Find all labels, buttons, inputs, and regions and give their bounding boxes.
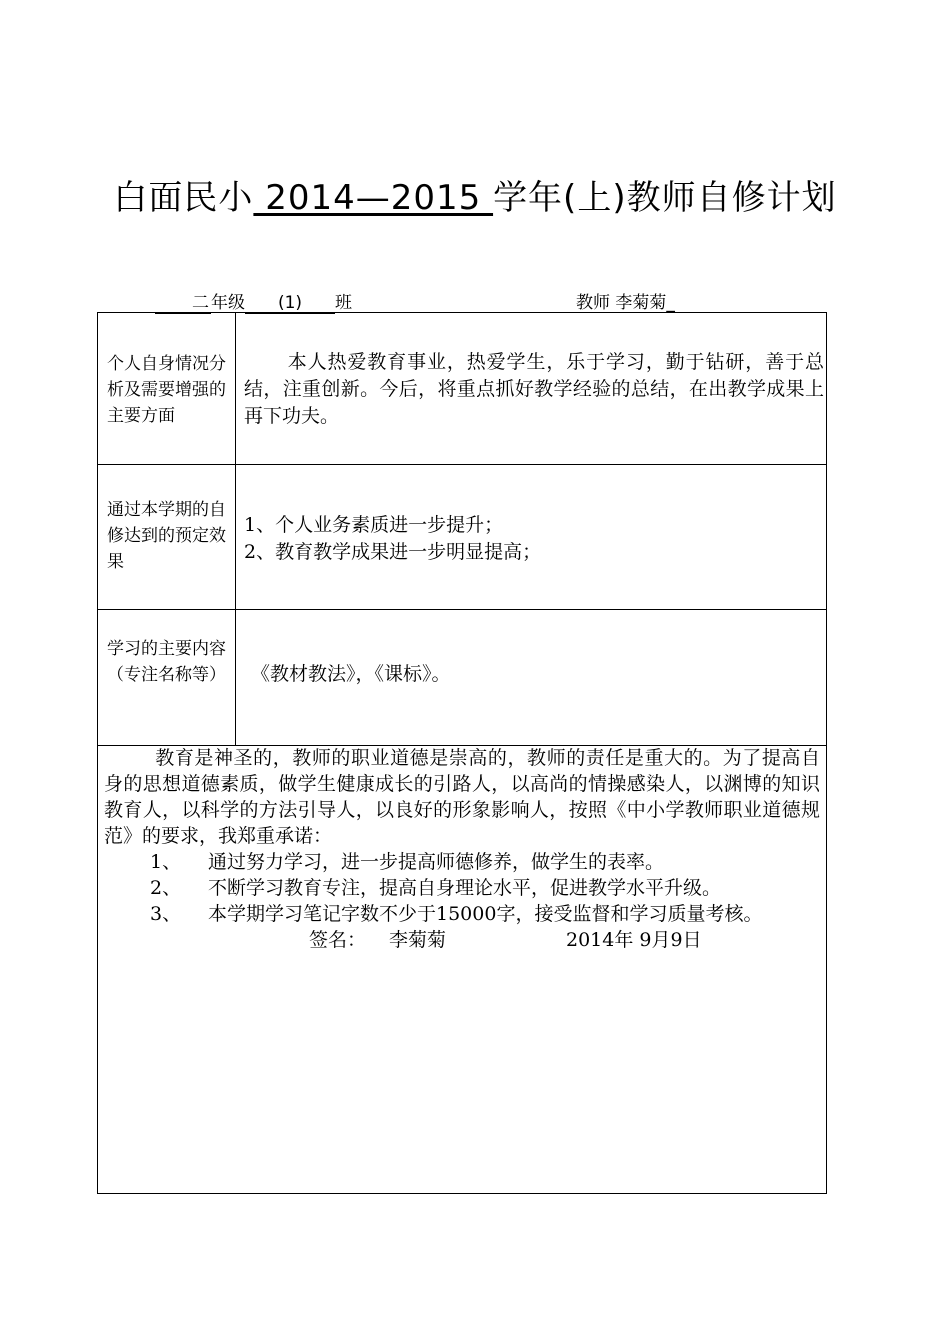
pledge-item-text: 不断学习教育专注，提高自身理论水平，促进教学水平升级。 — [208, 877, 722, 899]
title-years: 2014—2015 — [253, 178, 494, 218]
title-school: 白面民小 — [113, 178, 254, 218]
row-label-study-content: 学习的主要内容（专注名称等） — [107, 639, 226, 685]
row-content-cell — [236, 465, 826, 609]
signature-date: 2014年 9月9日 — [566, 929, 702, 951]
pledge-item — [104, 901, 820, 927]
title-suffix: 学年(上)教师自修计划 — [493, 178, 837, 218]
row-label-cell — [98, 465, 236, 609]
class-number: (1) — [245, 293, 335, 314]
row-label-self-analysis: 个人自身情况分析及需要增强的主要方面 — [107, 354, 226, 426]
row-label-expected-effect: 通过本学期的自修达到的预定效果 — [107, 500, 226, 572]
row-label-cell — [98, 610, 236, 745]
grade-label: 年级 — [211, 293, 245, 313]
pledge-section — [104, 745, 820, 953]
pledge-item-number: 1、 — [150, 851, 182, 873]
document-title — [0, 170, 950, 219]
pledge-item-number: 3、 — [150, 903, 182, 925]
pledge-item-number: 2、 — [150, 877, 182, 899]
expected-effect-item: 2、教育教学成果进一步明显提高； — [244, 541, 542, 563]
row-content-cell — [236, 313, 826, 464]
table-row-self-analysis — [98, 313, 826, 465]
self-analysis-text: 本人热爱教育事业，热爱学生，乐于学习，勤于钻研，善于总结，注重创新。今后，将重点抓好教学经验的总结，在出教学成果上再下功夫。 — [244, 351, 824, 427]
table-row-study-content — [98, 610, 826, 746]
row-label-cell — [98, 313, 236, 464]
table-row-expected-effect — [98, 465, 826, 610]
signature-label: 签名： — [309, 929, 367, 951]
pledge-item-text: 本学期学习笔记字数不少于15000字，接受监督和学习质量考核。 — [208, 903, 763, 925]
signature-line — [104, 927, 820, 953]
signature-name: 李菊菊 — [389, 929, 447, 951]
row-content-cell — [236, 610, 826, 745]
class-label: 班 — [335, 293, 352, 313]
pledge-item-text: 通过努力学习，进一步提高师德修养，做学生的表率。 — [208, 851, 665, 873]
grade-value: 二 — [155, 293, 211, 314]
teacher-info: 教师 李菊菊_ — [576, 293, 675, 313]
pledge-intro: 教育是神圣的，教师的职业道德是崇高的，教师的责任是重大的。为了提高自身的思想道德素质，做学生健康成长的引路人，以高尚的情操感染人，以渊博的知识教育人，以科学的方法引导人，以良好的形象影响人，按照《中小学教师职业道德规范》的要求，我郑重承诺： — [104, 747, 820, 847]
class-info — [155, 288, 352, 314]
study-content-text: 《教材教法》，《课标》。 — [251, 663, 451, 685]
expected-effect-item: 1、个人业务素质进一步提升； — [244, 514, 504, 536]
plan-table — [97, 312, 827, 1194]
expected-effect-list — [244, 512, 541, 566]
pledge-item — [104, 849, 820, 875]
pledge-item — [104, 875, 820, 901]
